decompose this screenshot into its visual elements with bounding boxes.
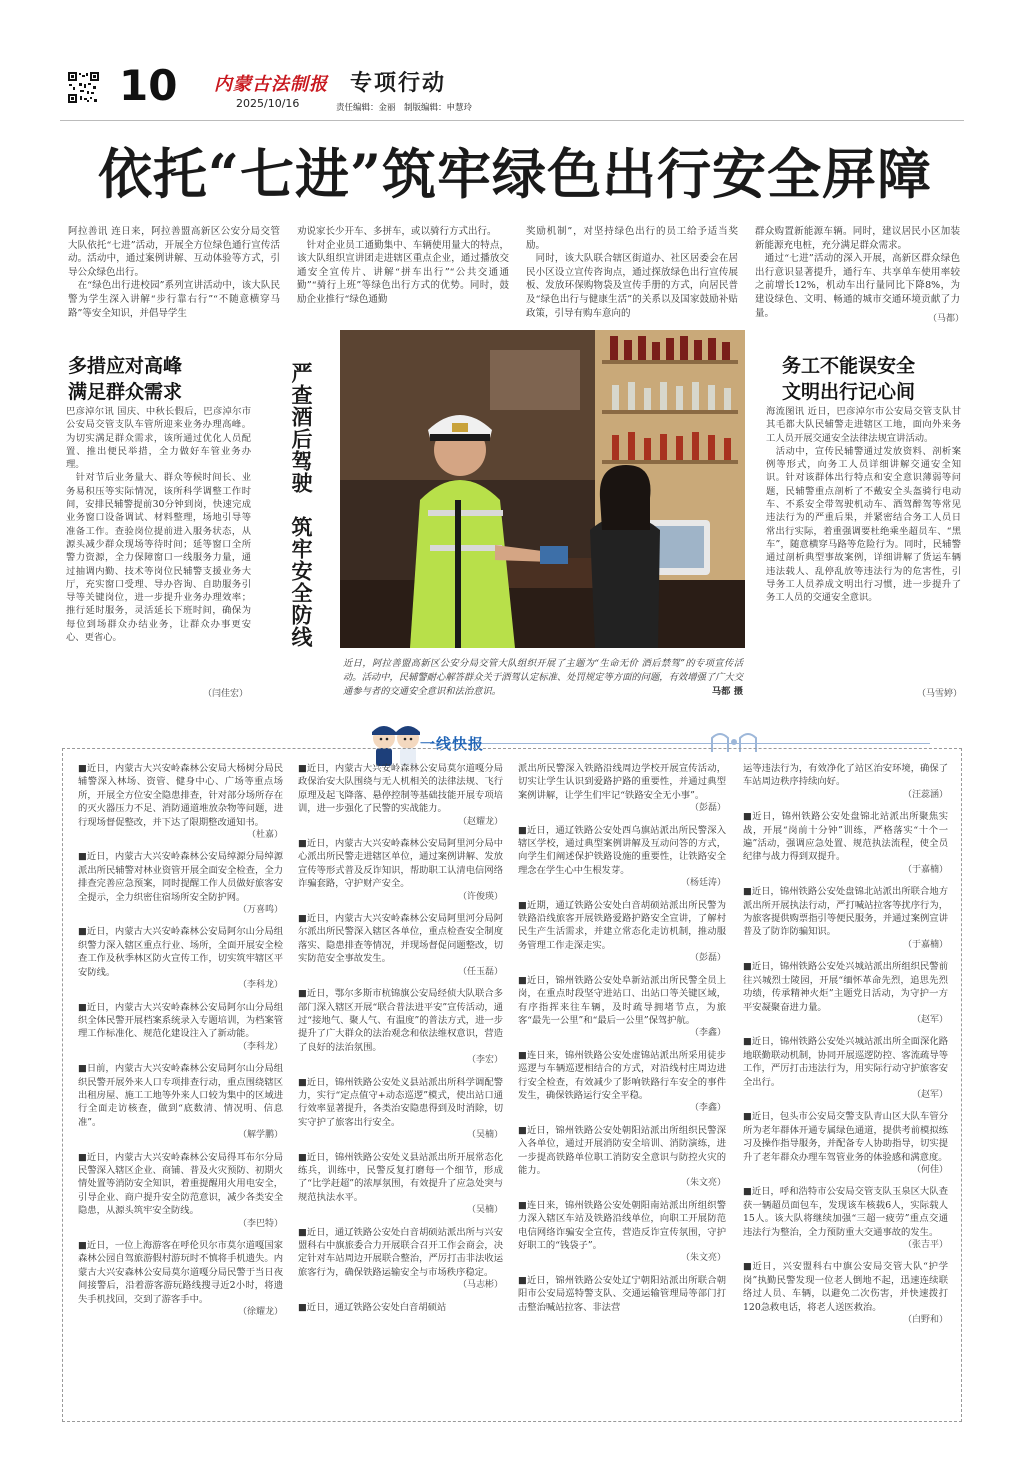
news-item-text: ■近日，锦州铁路公安处朝阳站派出所组织民警深入各单位，通过开展消防安全培训、消防演练，进一步提高铁路单位职工消防安全意识与防控火灾的能力。	[518, 1124, 726, 1176]
news-item-author: （彭磊）	[689, 953, 726, 964]
editor-credits: 责任编辑：金丽 制版编辑：申慧玲	[336, 103, 473, 113]
lead-article-col2: 劝说家长少开车、多拼车，或以骑行方式出行。 针对企业员工通勤集中、车辆使用量大的特点，该大队组织宣讲团走进辖区重点企业，通过播放交通安全宣传片、讲解“拼车出行”“公共交通通勤”“骑行上班”等绿色出行方式的优势。同时，鼓励企业推行“绿色通勤	[297, 226, 509, 305]
news-item-text: ■近日，兴安盟科右中旗公安局交管大队“护学岗”执勤民警发现一位老人倒地不起，迅速连续联络过人员、车辆，以避免二次伤害，并快速拨打120急救电话，将老人送医救治。	[743, 1261, 948, 1313]
news-item-text: ■近日，内蒙古大兴安岭森林公安局阿里河分局中心派出所民警走进辖区单位，通过案例讲解、发放宣传等形式普及反诈知识，帮助职工认清电信网络诈骗套路，守护财产安全。	[298, 838, 503, 890]
section-name: 专项行动	[350, 70, 447, 96]
news-item-text: ■连日来，锦州铁路公安处虚锦站派出所采用徒步巡逻与车辆巡逻相结合的方式，对沿线村庄周边进行安全检查，有效减少了影响铁路行车安全的事件发生，确保铁路运行安全平稳。	[518, 1049, 726, 1101]
news-item	[78, 1062, 283, 1142]
quick-news-col2	[298, 762, 503, 1410]
news-item-author: （赵军）	[911, 1014, 948, 1025]
news-item-text: ■连日来，锦州铁路公安处朝阳南站派出所组织警力深入辖区车站及铁路沿线单位，向职工开展防范电信网络诈骗安全宣传，营造反诈宣传氛围，守护好职工的“钱袋子”。	[518, 1199, 726, 1251]
news-item-text: ■近日，内蒙古大兴安岭森林公安局阿尔山分局组织警力深入辖区重点行业、场所，全面开展安全检查工作及秋季林区防火宣传工作，切实筑牢辖区平安防线。	[78, 926, 283, 978]
news-item	[78, 1001, 283, 1055]
news-item	[743, 810, 948, 877]
news-item-text: 派出所民警深入铁路沿线周边学校开展宣传活动，切实让学生认识到爱路护路的重要性，并通过典型案例讲解，让学生们牢记“铁路安全无小事”。	[518, 763, 726, 801]
news-item	[298, 912, 503, 979]
news-item	[518, 824, 726, 891]
left-article-title-line2: 满足群众需求	[68, 381, 183, 403]
news-item	[518, 762, 726, 816]
header-rule	[60, 120, 964, 121]
paper-masthead: 内蒙古法制报	[214, 74, 328, 95]
news-item	[743, 1035, 948, 1102]
news-item-text: ■近日，锦州铁路公安处兴城站派出所全面深化路地联勤联动机制，协同开展巡逻防控、客流疏导等工作，严厉打击违法行为，用实际行动守护旅客安全出行。	[743, 1036, 948, 1088]
left-article-author: （闫佳宏）	[203, 689, 249, 699]
news-item	[298, 837, 503, 904]
news-item	[298, 1076, 503, 1143]
news-item-text: ■近日，通辽铁路公安处白音胡硕站派出所与兴安盟科右中旗旅委合力开展联合召开工作会商会，决定针对车站周边开展联合整治，严厉打击非法收运旅客行为，确保铁路运输安全与市场秩序稳定。	[298, 1226, 503, 1278]
quick-news-banner-line	[430, 743, 930, 744]
news-item	[78, 1239, 283, 1319]
news-item-author: （汪蕊涵）	[902, 789, 948, 800]
news-item-author: （白野和）	[902, 1315, 948, 1326]
news-item	[78, 925, 283, 992]
news-item-text: ■近日，呼和浩特市公安局交管支队玉泉区大队查获一辆超员面包车，发现该车核载6人，实际载人15人。该大队将继续加强“三超一疲劳”重点交通违法行为整治，全力预防重大交通事故的发生。	[743, 1186, 948, 1238]
news-item-text: ■近日，内蒙古大兴安岭森林公安局阿尔山分局组织全体民警开展档案系统录入专题培训，为档案管理工作标准化、规范化建设注入了新动能。	[78, 1001, 283, 1040]
news-item-text: ■近日，内蒙古大兴安岭森林公安局阿里河分局阿尔派出所民警深入辖区各单位，重点检查安全制度落实、隐患排查等情况，并现场督促问题整改，切实防范安全事故发生。	[298, 913, 503, 965]
news-item-author: （许俊瑛）	[457, 891, 503, 902]
news-item-text: ■近日，通辽铁路公安处白音胡硕站	[298, 1301, 447, 1313]
news-item-author: （万喜鸣）	[237, 905, 283, 916]
news-item-text: ■近日，锦州铁路公安处盘锦北站派出所聚焦实战，开展“岗前十分钟”训练，严格落实“十个一遍”活动，强调应急处置、规范执法流程，使全员纪律与战力得到双提升。	[743, 811, 948, 863]
left-article-body: 巴彦淖尔讯 国庆、中秋长假后，巴彦淖尔市公安局交管支队车管所迎来业务办理高峰。为切实满足群众需求，该所通过优化人员配置、推出便民举措，全力做好车管业务办理。 针对节后业务量大、群众等候时间长、业务易积压等实际情况，该所科学调整工作时间，安排民辅警提前30分钟到岗，快速完成业务窗口设备调试、材料整理，场地引导等准备工作。查验岗位提前进入服务状态，从源头减少群众现场等待时间；延等窗口全所警力资源，全力保障窗口一线服务力量，通过抽调内勤、技术等岗位民辅警支援业务大厅，充实窗口受理、导办咨询、自助服务引导等关键岗位，进一步提升业务办理效率；推行延时服务，灵活延长下班时间，确保为每位到场群众办结业务，让群众办事更安心、更省心。	[66, 406, 251, 644]
news-item	[518, 1274, 726, 1314]
news-item	[298, 987, 503, 1067]
news-item	[518, 974, 726, 1041]
news-item-text: ■近期，通辽铁路公安处白音胡硕站派出所民警为铁路沿线旅客开展铁路爱路护路安全宣讲，了解村民生产生活需求，并建立常态化走访机制，推动服务管理工作走深走实。	[518, 899, 726, 951]
news-item-text: ■近日，鄂尔多斯市杭锦旗公安局经侦大队联合多部门深入辖区开展“联合普法进平安”宣传活动，通过“接地气、聚人气、有温度”的普法方式，进一步提升了广大群众的法治观念和依法维权意识，营造了良好的法治氛围。	[298, 988, 503, 1053]
news-item-text: 运等违法行为，有效净化了站区治安环境，确保了车站周边秩序持续向好。	[743, 763, 948, 788]
news-item	[298, 1151, 503, 1218]
right-article-author: （马雪婷）	[917, 689, 963, 699]
news-item-author: （李巴特）	[237, 1218, 283, 1229]
news-item-author: （朱文亮）	[680, 1178, 726, 1189]
photo-caption-text: 近日，阿拉善盟高新区公安分局交管大队组织开展了主题为“生命无价 酒后禁驾”的专项宣传活动。活动中，民辅警耐心解答群众关于酒驾认定标准、处罚规定等方面的问题，有效增强了广大交通参与者的交通安全意识和法治意识。	[343, 658, 743, 698]
news-item	[743, 1110, 948, 1177]
photo-feature-title: 严查酒后驾驶 筑牢安全防线	[289, 362, 314, 648]
lead-article-author: （马都）	[928, 314, 965, 324]
news-item	[78, 1151, 283, 1231]
news-item-text: ■近日，一位上海游客在呼伦贝尔市莫尔道嘎国家森林公园自驾旅游假村游玩时不慎将手机遗失。内蒙古大兴安森林公安局莫尔道嘎分局民警于当日夜间接警后，沿着游客游玩路线搜寻近2小时，将遗失手机找回，交到了游客手中。	[78, 1240, 283, 1305]
news-item	[518, 1124, 726, 1191]
news-item-author: （任玉磊）	[457, 966, 503, 977]
news-item-text: ■近日，通辽铁路公安处西乌旗站派出所民警深入辖区学校，通过典型案例讲解及互动问答的方式，向学生们阐述保护铁路设施的重要性，让铁路安全理念在学生心中生根发芽。	[518, 824, 726, 876]
news-item-text: ■近日，锦州铁路公安处辽宁朝阳站派出所联合朝阳市公安局巡特警支队、交通运输管理局等部门打击整治喊站拉客、非法营	[518, 1274, 726, 1313]
news-item	[743, 960, 948, 1027]
news-item-author: （于嘉楠）	[902, 864, 948, 875]
news-item-author: （李鑫）	[689, 1103, 726, 1114]
news-item-author: （李科龙）	[237, 980, 283, 991]
quick-news-banner: 一线快报	[420, 735, 485, 753]
page-number: 10	[119, 61, 178, 110]
news-item-author: （李宏）	[466, 1055, 503, 1066]
photo-credit: 马都 摄	[711, 686, 743, 698]
news-item-text: ■近日，内蒙古大兴安岭森林公安局绰源分局绰源派出所民辅警对林业资管开展全面安全检查，全力排查完善应急预案，同时提醒工作人员做好旅客安全提示，全力织密住宿场所安全防护网。	[78, 851, 283, 903]
left-article-title-line1: 多措应对高峰	[68, 355, 183, 377]
news-item	[743, 762, 948, 802]
news-item-author: （徐耀龙）	[237, 1307, 283, 1318]
news-item	[78, 850, 283, 917]
news-item-author: （马志彬）	[457, 1280, 503, 1291]
quick-news-col1	[78, 762, 283, 1410]
right-article-body: 海流图讯 近日，巴彦淖尔市公安局交管支队甘其毛都大队民辅警走进辖区工地，面向外来务工人员开展交通安全法律法规宣讲活动。 活动中，宣传民辅警通过发放资料、剖析案例等形式，向务工人员详细讲解交通安全知识。针对该群体出行特点和安全意识薄弱等问题，民辅警重点剖析了不戴安全头盔骑行电动车、不系安全带驾驶机动车、酒驾醉驾等常见违法行为的严重后果，并紧密结合务工人员日常出行实际，着重强调要杜绝乘坐超员车、“黑车”，随意横穿马路等危险行为。同时，民辅警通过剖析典型事故案例，详细讲解了货运车辆违法载人、乱停乱放等违法行为的危害性，引导务工人员养成文明出行习惯，进一步提升了务工人员的交通安全意识。	[766, 406, 961, 604]
news-item	[78, 762, 283, 842]
news-item	[298, 762, 503, 829]
news-item-text: ■近日，锦州铁路公安处义县站派出所科学调配警力，实行“定点值守+动态巡逻”模式，使出站口通行效率显著提升，各类治安隐患得到及时消除，切实守护了旅客出行安全。	[298, 1076, 503, 1128]
news-item-text: ■近日，包头市公安局交警支队青山区大队车管分所为老年群体开通专属绿色通道，提供考前模拟练习及操作指导服务，并配备专人协助指导，切实提升了老年群众办理车驾管业务的体验感和满意度。	[743, 1111, 948, 1163]
news-item-author: （何佳）	[911, 1164, 948, 1175]
news-item	[743, 1185, 948, 1252]
photo-police-checkpoint	[340, 330, 745, 648]
qr-code-icon	[68, 72, 99, 103]
news-item-author: （张吉平）	[902, 1240, 948, 1250]
news-item-author: （吴楠）	[466, 1130, 503, 1141]
issue-date: 2025/10/16	[236, 97, 300, 110]
news-item-author: （解学鹏）	[237, 1130, 283, 1141]
news-item-author: （朱文亮）	[680, 1253, 726, 1264]
news-item	[743, 885, 948, 952]
quick-news-col4	[743, 762, 948, 1410]
news-item-text: ■近日，锦州铁路公安处盘锦北站派出所联合地方派出所开展执法行动，严打喊站拉客等扰序行为，为旅客提供购票指引等便民服务，并通过案例宣讲普及了防诈防骗知识。	[743, 886, 948, 938]
news-item-author: （于嘉楠）	[902, 939, 948, 950]
photo-caption	[343, 657, 743, 700]
news-item	[298, 1301, 503, 1314]
news-item-author: （李科龙）	[237, 1041, 283, 1052]
news-item-text: ■近日，锦州铁路公安处阜新站派出所民警全员上岗，在重点时段坚守进站口、出站口等关键区域，有序指挥来往车辆，及时疏导拥堵节点，为旅客“最先一公里”和“最后一公里”保驾护航。	[518, 974, 726, 1026]
right-article-title-line1: 务工不能误安全	[782, 355, 916, 377]
news-item-author: （吴楠）	[466, 1205, 503, 1216]
right-article-title-line2: 文明出行记心间	[782, 381, 916, 403]
lead-article-col3: 奖励机制”，对坚持绿色出行的员工给予适当奖励。 同时，该大队联合辖区街道办、社区居委会在居民小区设立宣传咨询点，通过探放绿色出行宣传展板、发放环保购物袋及宣传手册的方式，向居民普及“绿色出行与健康生活”的关系以及国家鼓励补贴政策，引导有购车意向的	[526, 226, 738, 319]
news-item	[743, 1260, 948, 1327]
news-item-text: ■近日，内蒙古大兴安岭森林公安局大杨树分局民辅警深入林场、资管、健身中心、广场等重点场所，开展全方位安全隐患排查，针对部分场所存在的灭火器压力不足、消防通道堆放杂物等问题，进行现场督促整改，并下达了限期整改通知书。	[78, 763, 283, 828]
news-item	[518, 1199, 726, 1266]
lead-article-col4: 群众购置新能源车辆。同时，建议居民小区加装新能源充电桩，充分满足群众需求。 通过“七进”活动的深入开展，高新区群众绿色出行意识显著提升，通行车、共享单车使用率较之前增长12%，机动车出行量同比下降8%，为建设绿色、文明、畅通的城市交通环境贡献了力量。	[755, 226, 960, 319]
news-item-text: ■近日，锦州铁路公安处兴城站派出所组织民警前往兴城烈士陵园，开展“缅怀革命先烈，追思先烈功绩，传承精神火炬”主题党日活动，为守护一方平安凝聚奋进力量。	[743, 961, 948, 1013]
news-item-text: ■近日，锦州铁路公安处义县站派出所开展常态化练兵，训练中，民警反复打磨每一个细节，形成了“比学赶超”的浓厚氛围，有效提升了应急处突与规范执法水平。	[298, 1151, 503, 1203]
quick-news-col3	[518, 762, 726, 1410]
news-item	[298, 1226, 503, 1293]
main-headline: 依托“七进”筑牢绿色出行安全屏障	[97, 142, 933, 206]
news-item-author: （赵耀龙）	[457, 816, 503, 827]
news-item-author: （赵军）	[911, 1089, 948, 1100]
lead-article-col1: 阿拉善讯 连日来，阿拉善盟高新区公安分局交管大队依托“七进”活动，开展全方位绿色通行宣传活动。活动中，通过案例讲解、互动体验等方式，引导公众绿色出行。 在“绿色出行进校园”系列宣讲活动中，该大队民警为学生深入讲解“步行靠右行”“不随意横穿马路”等安全知识，并倡导学生	[68, 226, 280, 319]
news-item-author: （杨廷涛）	[680, 878, 726, 889]
news-item-text: ■近日，内蒙古大兴安岭森林公安局莫尔道嘎分局政保治安大队围绕与无人机相关的法律法规、飞行原理及起飞降落、悬停控制等基础技能开展专项培训，进一步强化了民警的实战能力。	[298, 763, 503, 815]
news-item-text: ■近日，内蒙古大兴安岭森林公安局得耳布尔分局民警深入辖区企业、商铺、普及火灾预防、初期火情处置等消防安全知识，着重提醒用火用电安全，引导企业、商户提升安全防范意识，减少各类安全隐患，从源头筑牢安全防线。	[78, 1151, 283, 1217]
news-item	[518, 1049, 726, 1116]
news-item-author: （杜嘉）	[246, 830, 283, 841]
news-item-author: （李鑫）	[689, 1028, 726, 1039]
news-item-text: ■日前，内蒙古大兴安岭森林公安局阿尔山分局组织民警开展外来人口专项排查行动，重点围绕辖区出租房屋、施工工地等外来人口较为集中的区域进行全面走访核查，做到“底数清、情况明、信息准”。	[78, 1063, 283, 1128]
news-item-author: （彭磊）	[689, 803, 726, 814]
news-item	[518, 899, 726, 966]
